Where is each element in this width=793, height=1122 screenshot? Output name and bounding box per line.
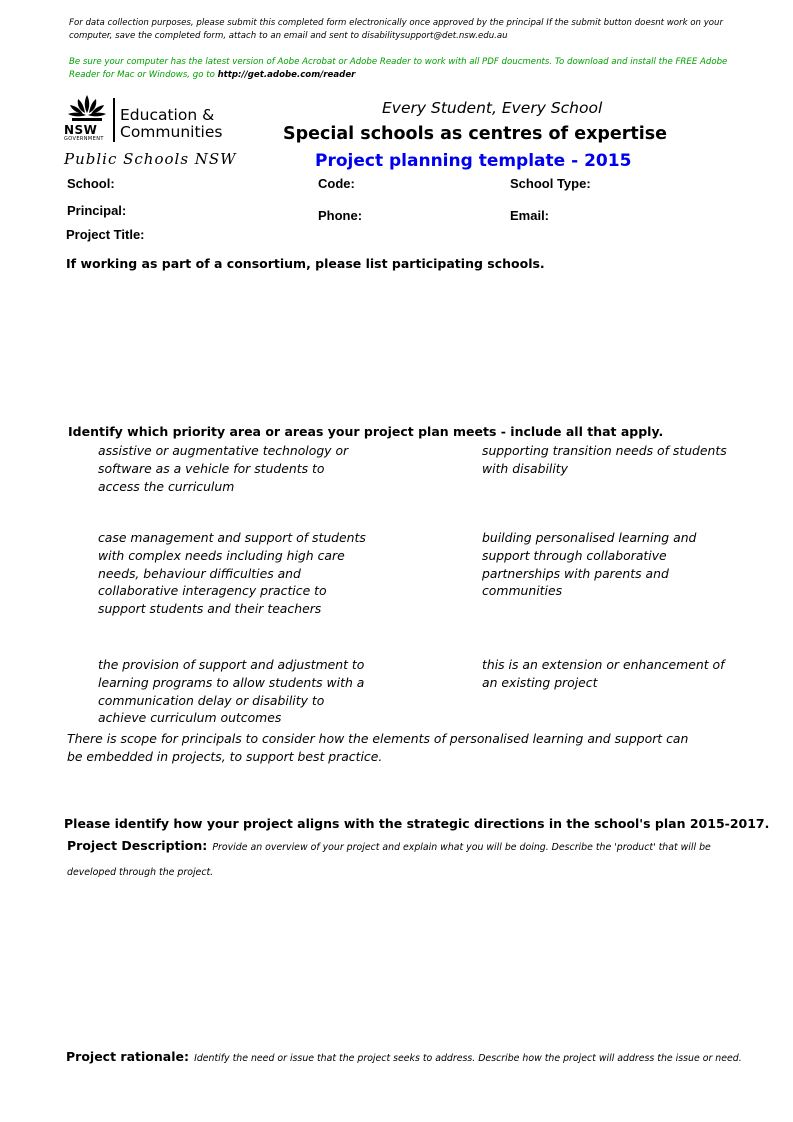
page-subtitle: Project planning template - 2015 [315,151,632,171]
acrobat-url-link[interactable]: http://get.adobe.com/reader [217,69,356,80]
logo-nsw-text: NSW [64,123,98,137]
logo-department-line2: Communities [120,123,223,141]
strategic-directions-prompt: Please identify how your project aligns with the strategic directions in the school's plan 2015-2017. [64,816,770,831]
priority-option-assistive-technology[interactable]: assistive or augmentative technology or software as a vehicle for students to access the curriculum [98,443,349,494]
logo-department-text [120,107,222,141]
priority-option-communication-support[interactable]: the provision of support and adjustment to learning programs to allow students with a communication delay or disability to achieve curriculum outcomes [98,657,365,726]
project-title-field-label: Project Title: [66,227,145,242]
priority-heading: Identify which priority area or areas your project plan meets - include all that apply. [68,424,664,439]
project-rationale-label: Project rationale: [66,1049,189,1064]
priority-option-case-management[interactable]: case management and support of students with complex needs including high care needs, behaviour difficulties and collaborative interagency practice to support students and their teachers [98,530,366,617]
project-rationale-instructions: Identify the need or issue that the project seeks to address. Describe how the project will address the issue or need. [194,1053,742,1064]
acrobat-notice-text: Be sure your computer has the latest version of Aobe Acrobat or Adobe Reader to work with all PDF doucments. To download and install the FREE Adobe Reader for Mac or Windows, go to [69,57,728,80]
priority-option-transition-needs[interactable]: supporting transition needs of students with disability [482,443,727,476]
principal-field-label: Principal: [67,203,127,218]
project-description-section [67,834,727,884]
logo-public-schools-text: Public Schools NSW [64,150,237,168]
acrobat-notice [69,56,737,81]
project-rationale-section [66,1046,766,1065]
project-description-label: Project Description: [67,838,208,853]
code-field-label: Code: [318,176,355,191]
submission-notice: For data collection purposes, please submit this completed form electronically once approved by the principal If the submit button doesnt work on your computer, save the completed form, attach to an email and sent to disabilitysupport@det.nsw.edu.au [69,18,724,41]
scope-note: There is scope for principals to consider how the elements of personalised learning and support can be embedded in projects, to support best practice. [67,731,689,764]
email-field-label: Email: [510,208,550,223]
school-type-field-label: School Type: [510,176,591,191]
logo-government-text: GOVERNMENT [64,136,104,142]
tagline: Every Student, Every School [382,99,603,117]
waratah-logo-icon [64,93,110,123]
page-title: Special schools as centres of expertise [283,124,668,144]
logo-department-line1: Education [120,106,198,124]
priority-option-personalised-learning[interactable]: building personalised learning and support through collaborative partnerships with parents and communities [482,530,697,599]
priority-option-extension-project[interactable]: this is an extension or enhancement of an existing project [482,657,725,690]
logo-department-amp: & [202,106,215,124]
school-field-label: School: [67,176,115,191]
consortium-prompt: If working as part of a consortium, please list participating schools. [66,256,545,271]
logo-divider [113,98,115,142]
phone-field-label: Phone: [318,208,363,223]
project-description-instructions: Provide an overview of your project and explain what you will be doing. Describe the 'product' that will be developed through the project. [67,842,711,878]
